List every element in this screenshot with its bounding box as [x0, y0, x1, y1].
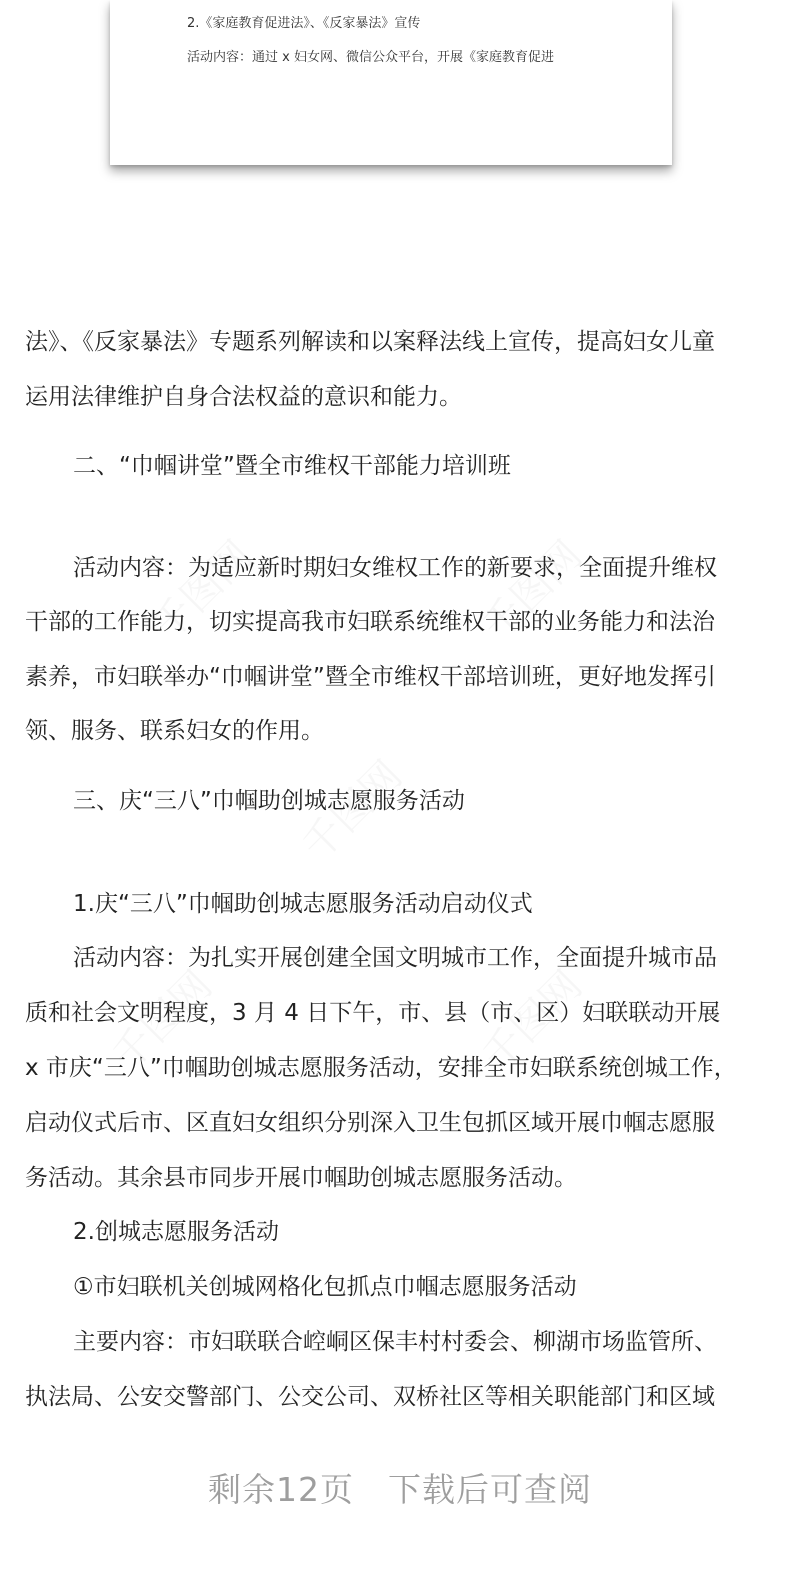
preview-text: 活动内容：通过 x 妇女网、微信公众平台，开展《家庭教育促进	[187, 50, 554, 65]
body-paragraph-line: 活动内容：为扎实开展创建全国文明城市工作，全面提升城市品	[73, 945, 717, 971]
subsection-heading: ①市妇联机关创城网格化包抓点巾帼志愿服务活动	[73, 1274, 577, 1300]
body-paragraph-line: 活动内容：为适应新时期妇女维权工作的新要求，全面提升维权	[73, 555, 717, 581]
body-paragraph-line: 质和社会文明程度，3 月 4 日下午，市、县（市、区）妇联联动开展	[25, 1000, 721, 1026]
preview-heading: 2.《家庭教育促进法》、《反家暴法》宣传	[187, 16, 421, 31]
body-paragraph-line: 干部的工作能力，切实提高我市妇联系统维权干部的业务能力和法治	[25, 609, 715, 635]
subsection-heading: 1.庆“三八”巾帼助创城志愿服务活动启动仪式	[73, 891, 533, 917]
remaining-pages-prompt[interactable]: 剩余12页 下载后可查阅	[208, 1470, 592, 1509]
body-paragraph-line: 主要内容：市妇联联合崆峒区保丰村村委会、柳湖市场监管所、	[73, 1329, 717, 1355]
body-paragraph-line: 执法局、公安交警部门、公交公司、双桥社区等相关职能部门和区域	[25, 1384, 715, 1410]
body-paragraph-line: 启动仪式后市、区直妇女组织分别深入卫生包抓区域开展巾帼志愿服	[25, 1110, 715, 1136]
body-paragraph-line: 务活动。其余县市同步开展巾帼助创城志愿服务活动。	[25, 1165, 577, 1191]
body-paragraph-line: 素养，市妇联举办“巾帼讲堂”暨全市维权干部培训班，更好地发挥引	[25, 664, 716, 690]
body-paragraph-line: 法》、《反家暴法》专题系列解读和以案释法线上宣传，提高妇女儿童	[25, 329, 715, 355]
body-paragraph-line: x 市庆“三八”巾帼助创城志愿服务活动，安排全市妇联系统创城工作，	[25, 1055, 737, 1081]
section-heading: 三、庆“三八”巾帼助创城志愿服务活动	[73, 788, 465, 814]
section-heading: 二、“巾帼讲堂”暨全市维权干部能力培训班	[73, 453, 511, 479]
body-paragraph-line: 领、服务、联系妇女的作用。	[25, 718, 324, 744]
subsection-heading: 2.创城志愿服务活动	[73, 1219, 279, 1245]
page-preview-card	[110, 0, 672, 165]
body-paragraph-line: 运用法律维护自身合法权益的意识和能力。	[25, 384, 462, 410]
